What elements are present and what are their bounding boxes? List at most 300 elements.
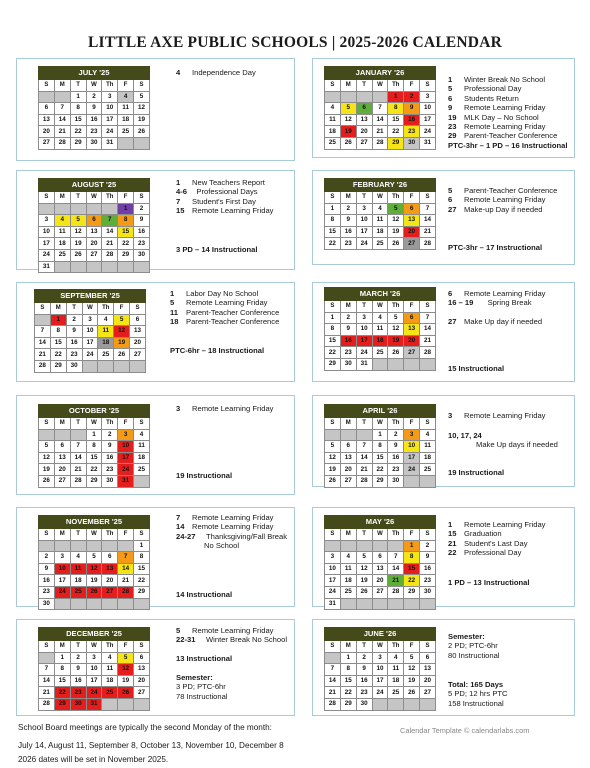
day-cell: 13 bbox=[404, 324, 420, 336]
empty-day-cell bbox=[70, 261, 86, 273]
weekday-header: Th bbox=[102, 192, 118, 204]
empty-day-cell bbox=[54, 91, 70, 103]
day-cell: 30 bbox=[86, 137, 102, 149]
day-cell: 22 bbox=[404, 575, 420, 587]
empty-day-cell bbox=[54, 203, 70, 215]
day-cell: 2 bbox=[102, 429, 118, 441]
day-cell: 31 bbox=[420, 137, 436, 149]
empty-day-cell bbox=[420, 358, 436, 370]
day-cell: 16 bbox=[356, 675, 372, 687]
event-date: 5 bbox=[448, 84, 453, 94]
day-cell: 5 bbox=[388, 203, 404, 215]
day-cell: 24 bbox=[86, 687, 102, 699]
event-text: Parent-Teacher Conference bbox=[464, 186, 558, 195]
event-date: 5 bbox=[176, 626, 181, 635]
day-cell: 11 bbox=[372, 215, 388, 227]
event-text: Remote Learning Friday bbox=[192, 206, 274, 216]
day-cell: 25 bbox=[134, 464, 150, 476]
weekday-header: F bbox=[118, 80, 134, 92]
day-cell: 2 bbox=[340, 203, 356, 215]
day-cell: 6 bbox=[340, 441, 356, 453]
event-date: 10, 17, 24 bbox=[448, 431, 482, 440]
empty-day-cell bbox=[134, 261, 150, 273]
day-cell: 8 bbox=[404, 552, 420, 564]
month-calendar bbox=[324, 404, 436, 488]
month-calendar bbox=[324, 515, 436, 610]
indent-spacer bbox=[176, 541, 204, 550]
day-cell: 17 bbox=[356, 226, 372, 238]
empty-day-cell bbox=[39, 652, 55, 664]
day-cell: 24 bbox=[54, 586, 70, 598]
event-text: New Teachers Report bbox=[192, 178, 265, 187]
day-cell: 3 bbox=[404, 429, 420, 441]
event-row bbox=[170, 298, 279, 307]
month-title: NOVEMBER '25 bbox=[39, 516, 150, 529]
event-date: 24-27 bbox=[176, 531, 196, 541]
weekday-header: M bbox=[54, 529, 70, 541]
day-cell: 26 bbox=[356, 586, 372, 598]
event-text: Remote Learning Friday bbox=[464, 103, 546, 113]
event-date: 11 bbox=[170, 307, 179, 317]
day-cell: 26 bbox=[340, 137, 356, 149]
day-cell: 19 bbox=[388, 335, 404, 347]
day-cell: 1 bbox=[54, 652, 70, 664]
empty-day-cell bbox=[86, 261, 102, 273]
day-cell: 14 bbox=[39, 675, 55, 687]
event-date: 1 bbox=[176, 178, 181, 187]
day-cell: 22 bbox=[388, 126, 404, 138]
empty-day-cell bbox=[420, 475, 436, 487]
day-cell: 27 bbox=[340, 475, 356, 487]
event-row bbox=[448, 539, 545, 548]
day-cell: 18 bbox=[340, 575, 356, 587]
day-cell: 28 bbox=[325, 698, 341, 710]
weekday-header: S bbox=[134, 641, 150, 653]
day-cell: 5 bbox=[340, 103, 356, 115]
day-cell: 1 bbox=[404, 540, 420, 552]
day-cell: 23 bbox=[66, 349, 82, 361]
day-cell: 4 bbox=[134, 429, 150, 441]
empty-day-cell bbox=[98, 360, 114, 372]
day-cell: 16 bbox=[66, 337, 82, 349]
event-row bbox=[448, 632, 500, 641]
day-cell: 21 bbox=[39, 687, 55, 699]
day-cell: 5 bbox=[86, 552, 102, 564]
day-cell: 15 bbox=[404, 563, 420, 575]
day-cell: 3 bbox=[82, 314, 98, 326]
day-cell: 15 bbox=[340, 675, 356, 687]
day-cell: 30 bbox=[420, 586, 436, 598]
event-text: Remote Learning Friday bbox=[464, 195, 546, 205]
day-cell: 22 bbox=[54, 687, 70, 699]
day-cell: 22 bbox=[134, 575, 150, 587]
day-cell: 12 bbox=[404, 664, 420, 676]
day-cell: 8 bbox=[325, 324, 341, 336]
day-cell: 20 bbox=[404, 226, 420, 238]
empty-day-cell bbox=[420, 598, 436, 610]
month-title: FEBRUARY '26 bbox=[325, 179, 436, 192]
day-cell: 10 bbox=[118, 441, 134, 453]
day-cell: 23 bbox=[340, 238, 356, 250]
day-cell: 3 bbox=[325, 552, 341, 564]
empty-day-cell bbox=[54, 540, 70, 552]
empty-day-cell bbox=[325, 91, 341, 103]
event-date: 4-6 bbox=[176, 187, 187, 197]
empty-day-cell bbox=[388, 698, 404, 710]
weekday-header: F bbox=[404, 301, 420, 313]
template-credit[interactable]: Calendar Template © calendarlabs.com bbox=[400, 726, 530, 735]
event-text: Total: 165 Days bbox=[448, 680, 504, 689]
empty-day-cell bbox=[118, 261, 134, 273]
day-cell: 29 bbox=[372, 475, 388, 487]
weekday-header: M bbox=[340, 301, 356, 313]
day-cell: 5 bbox=[134, 91, 150, 103]
weekday-header: S bbox=[134, 80, 150, 92]
event-list bbox=[448, 431, 558, 450]
day-cell: 13 bbox=[54, 452, 70, 464]
day-cell: 11 bbox=[388, 664, 404, 676]
event-text: Remote Learning Friday bbox=[186, 298, 268, 308]
day-cell: 13 bbox=[404, 215, 420, 227]
empty-day-cell bbox=[102, 540, 118, 552]
day-cell: 13 bbox=[102, 563, 118, 575]
event-date: 6 bbox=[448, 289, 453, 298]
day-cell: 16 bbox=[39, 575, 55, 587]
weekday-header: W bbox=[86, 192, 102, 204]
event-list bbox=[448, 468, 504, 477]
event-text: 1 PD – 13 Instructional bbox=[448, 578, 530, 587]
event-list bbox=[176, 654, 232, 663]
event-row bbox=[448, 317, 542, 326]
day-cell: 23 bbox=[102, 464, 118, 476]
day-cell: 16 bbox=[340, 226, 356, 238]
day-cell: 15 bbox=[388, 114, 404, 126]
day-cell: 30 bbox=[404, 137, 420, 149]
event-row bbox=[448, 440, 558, 449]
weekday-header: T bbox=[70, 80, 86, 92]
day-cell: 1 bbox=[325, 203, 341, 215]
event-row bbox=[448, 529, 545, 538]
month-title: JULY '25 bbox=[39, 67, 150, 80]
day-cell: 6 bbox=[420, 652, 436, 664]
day-cell: 1 bbox=[340, 652, 356, 664]
weekday-header: S bbox=[39, 641, 55, 653]
event-text: Professional Day bbox=[464, 84, 522, 94]
day-cell: 29 bbox=[70, 137, 86, 149]
weekday-header: W bbox=[82, 303, 98, 315]
day-cell: 2 bbox=[66, 314, 82, 326]
day-cell: 11 bbox=[70, 563, 86, 575]
day-cell: 23 bbox=[356, 687, 372, 699]
month-calendar bbox=[324, 287, 436, 371]
day-cell: 6 bbox=[39, 103, 55, 115]
day-cell: 4 bbox=[340, 552, 356, 564]
weekday-header: S bbox=[39, 418, 55, 430]
day-cell: 27 bbox=[54, 475, 70, 487]
empty-day-cell bbox=[130, 360, 146, 372]
weekday-header: F bbox=[118, 192, 134, 204]
event-text: Student's Last Day bbox=[464, 538, 528, 548]
event-text: Remote Learning Friday bbox=[464, 520, 546, 529]
day-cell: 27 bbox=[404, 347, 420, 359]
day-cell: 28 bbox=[70, 475, 86, 487]
empty-day-cell bbox=[39, 429, 55, 441]
day-cell: 10 bbox=[102, 103, 118, 115]
day-cell: 18 bbox=[98, 337, 114, 349]
day-cell: 5 bbox=[39, 441, 55, 453]
weekday-header: Th bbox=[388, 418, 404, 430]
day-cell: 9 bbox=[420, 552, 436, 564]
month-calendar bbox=[324, 178, 436, 250]
day-cell: 28 bbox=[54, 137, 70, 149]
weekday-header: W bbox=[372, 80, 388, 92]
event-text: Graduation bbox=[464, 529, 502, 539]
empty-day-cell bbox=[404, 598, 420, 610]
day-cell: 3 bbox=[118, 429, 134, 441]
weekday-header: Th bbox=[102, 641, 118, 653]
day-cell: 28 bbox=[102, 249, 118, 261]
event-date: 5 bbox=[170, 298, 175, 308]
event-text: Spring Break bbox=[487, 298, 532, 308]
day-cell: 26 bbox=[325, 475, 341, 487]
day-cell: 5 bbox=[325, 441, 341, 453]
day-cell: 27 bbox=[86, 249, 102, 261]
event-text: Remote Learning Friday bbox=[464, 122, 546, 132]
day-cell: 8 bbox=[372, 441, 388, 453]
day-cell: 9 bbox=[388, 441, 404, 453]
event-text: 158 Instructional bbox=[448, 698, 504, 708]
day-cell: 8 bbox=[86, 441, 102, 453]
weekday-header: S bbox=[325, 301, 341, 313]
day-cell: 13 bbox=[340, 452, 356, 464]
day-cell: 13 bbox=[39, 114, 55, 126]
day-cell: 22 bbox=[372, 464, 388, 476]
day-cell: 14 bbox=[70, 452, 86, 464]
empty-day-cell bbox=[102, 203, 118, 215]
event-text: Professional Days bbox=[196, 187, 258, 197]
day-cell: 8 bbox=[325, 215, 341, 227]
weekday-header: Th bbox=[388, 80, 404, 92]
day-cell: 21 bbox=[70, 464, 86, 476]
day-cell: 12 bbox=[114, 326, 130, 338]
day-cell: 13 bbox=[356, 114, 372, 126]
day-cell: 13 bbox=[134, 664, 150, 676]
day-cell: 11 bbox=[118, 103, 134, 115]
day-cell: 21 bbox=[356, 464, 372, 476]
day-cell: 23 bbox=[86, 126, 102, 138]
day-cell: 28 bbox=[388, 586, 404, 598]
day-cell: 29 bbox=[325, 358, 341, 370]
day-cell: 22 bbox=[86, 464, 102, 476]
day-cell: 26 bbox=[134, 126, 150, 138]
footer-line-1: School Board meetings are typically the second Monday of the month: bbox=[18, 723, 272, 732]
empty-day-cell bbox=[356, 540, 372, 552]
event-row bbox=[176, 513, 287, 522]
event-date: 1 bbox=[448, 75, 453, 84]
event-date: 1 bbox=[170, 289, 175, 298]
empty-day-cell bbox=[388, 540, 404, 552]
day-cell: 20 bbox=[404, 335, 420, 347]
day-cell: 11 bbox=[98, 326, 114, 338]
event-row bbox=[448, 75, 557, 84]
empty-day-cell bbox=[114, 360, 130, 372]
event-list bbox=[448, 578, 529, 587]
weekday-header: M bbox=[340, 80, 356, 92]
weekday-header: W bbox=[372, 418, 388, 430]
event-text: PTC-6hr – 18 Instructional bbox=[170, 346, 265, 355]
event-row bbox=[448, 289, 545, 298]
weekday-header: T bbox=[356, 529, 372, 541]
month-title: AUGUST '25 bbox=[39, 179, 150, 192]
empty-day-cell bbox=[372, 540, 388, 552]
day-cell: 7 bbox=[372, 103, 388, 115]
day-cell: 23 bbox=[340, 347, 356, 359]
day-cell: 14 bbox=[420, 215, 436, 227]
day-cell: 16 bbox=[340, 335, 356, 347]
day-cell: 2 bbox=[340, 312, 356, 324]
empty-day-cell bbox=[70, 203, 86, 215]
weekday-header: M bbox=[54, 192, 70, 204]
day-cell: 25 bbox=[98, 349, 114, 361]
day-cell: 9 bbox=[70, 664, 86, 676]
day-cell: 5 bbox=[356, 552, 372, 564]
day-cell: 24 bbox=[82, 349, 98, 361]
day-cell: 22 bbox=[325, 238, 341, 250]
empty-day-cell bbox=[134, 475, 150, 487]
day-cell: 17 bbox=[372, 675, 388, 687]
event-row bbox=[448, 195, 557, 204]
event-row bbox=[448, 641, 500, 650]
event-date: 6 bbox=[448, 93, 453, 103]
day-cell: 27 bbox=[130, 349, 146, 361]
month-title: OCTOBER '25 bbox=[39, 405, 150, 418]
day-cell: 13 bbox=[130, 326, 146, 338]
weekday-header: F bbox=[404, 418, 420, 430]
event-row bbox=[448, 103, 557, 112]
day-cell: 12 bbox=[118, 664, 134, 676]
day-cell: 28 bbox=[118, 586, 134, 598]
event-list bbox=[448, 243, 542, 252]
day-cell: 11 bbox=[372, 324, 388, 336]
month-calendar bbox=[34, 289, 146, 373]
day-cell: 1 bbox=[86, 429, 102, 441]
weekday-header: S bbox=[134, 529, 150, 541]
day-cell: 28 bbox=[356, 475, 372, 487]
day-cell: 23 bbox=[420, 575, 436, 587]
day-cell: 29 bbox=[404, 586, 420, 598]
day-cell: 11 bbox=[134, 441, 150, 453]
day-cell: 13 bbox=[420, 664, 436, 676]
day-cell: 26 bbox=[86, 586, 102, 598]
event-row bbox=[448, 131, 557, 140]
event-row bbox=[176, 178, 273, 187]
day-cell: 1 bbox=[372, 429, 388, 441]
day-cell: 10 bbox=[404, 441, 420, 453]
day-cell: 26 bbox=[404, 687, 420, 699]
weekday-header: F bbox=[118, 641, 134, 653]
day-cell: 4 bbox=[325, 103, 341, 115]
day-cell: 30 bbox=[102, 475, 118, 487]
event-row bbox=[448, 680, 508, 689]
event-row bbox=[176, 626, 287, 635]
day-cell: 28 bbox=[420, 347, 436, 359]
event-row bbox=[448, 186, 557, 195]
weekday-header: W bbox=[86, 80, 102, 92]
weekday-header: T bbox=[356, 301, 372, 313]
empty-day-cell bbox=[356, 429, 372, 441]
event-text: Remote Learning Friday bbox=[192, 513, 274, 522]
event-row bbox=[448, 205, 557, 214]
day-cell: 31 bbox=[325, 598, 341, 610]
day-cell: 2 bbox=[70, 652, 86, 664]
day-cell: 19 bbox=[404, 675, 420, 687]
event-text: MLK Day – No School bbox=[464, 112, 539, 122]
day-cell: 15 bbox=[118, 226, 134, 238]
day-cell: 14 bbox=[356, 452, 372, 464]
event-list bbox=[176, 471, 232, 480]
day-cell: 9 bbox=[340, 215, 356, 227]
day-cell: 17 bbox=[82, 337, 98, 349]
day-cell: 25 bbox=[372, 347, 388, 359]
day-cell: 20 bbox=[340, 464, 356, 476]
day-cell: 24 bbox=[356, 347, 372, 359]
day-cell: 25 bbox=[372, 238, 388, 250]
day-cell: 12 bbox=[70, 226, 86, 238]
event-row bbox=[448, 411, 545, 420]
day-cell: 10 bbox=[39, 226, 55, 238]
day-cell: 21 bbox=[420, 226, 436, 238]
empty-day-cell bbox=[404, 475, 420, 487]
day-cell: 24 bbox=[39, 249, 55, 261]
day-cell: 27 bbox=[134, 687, 150, 699]
month-title: MARCH '26 bbox=[325, 288, 436, 301]
empty-day-cell bbox=[82, 360, 98, 372]
empty-day-cell bbox=[39, 540, 55, 552]
day-cell: 8 bbox=[50, 326, 66, 338]
day-cell: 7 bbox=[420, 203, 436, 215]
day-cell: 3 bbox=[102, 91, 118, 103]
weekday-header: S bbox=[325, 80, 341, 92]
day-cell: 10 bbox=[82, 326, 98, 338]
weekday-header: S bbox=[39, 529, 55, 541]
weekday-header: S bbox=[420, 418, 436, 430]
empty-day-cell bbox=[86, 203, 102, 215]
day-cell: 18 bbox=[70, 575, 86, 587]
event-date: 18 bbox=[170, 317, 179, 327]
event-text: Parent-Teacher Conference bbox=[186, 307, 280, 317]
event-row bbox=[176, 590, 232, 599]
day-cell: 22 bbox=[340, 687, 356, 699]
day-cell: 11 bbox=[54, 226, 70, 238]
event-row bbox=[176, 522, 287, 531]
day-cell: 29 bbox=[86, 475, 102, 487]
event-row bbox=[448, 141, 567, 150]
weekday-header: T bbox=[356, 418, 372, 430]
day-cell: 1 bbox=[118, 203, 134, 215]
day-cell: 6 bbox=[130, 314, 146, 326]
event-date: 1 bbox=[448, 520, 453, 529]
event-text: PTC-3hr – 17 Instructional bbox=[448, 243, 543, 252]
day-cell: 27 bbox=[372, 586, 388, 598]
day-cell: 5 bbox=[388, 312, 404, 324]
day-cell: 29 bbox=[54, 698, 70, 710]
day-cell: 1 bbox=[70, 91, 86, 103]
event-row bbox=[170, 317, 279, 326]
day-cell: 2 bbox=[86, 91, 102, 103]
month-calendar bbox=[324, 66, 436, 150]
day-cell: 14 bbox=[372, 114, 388, 126]
weekday-header: M bbox=[54, 418, 70, 430]
